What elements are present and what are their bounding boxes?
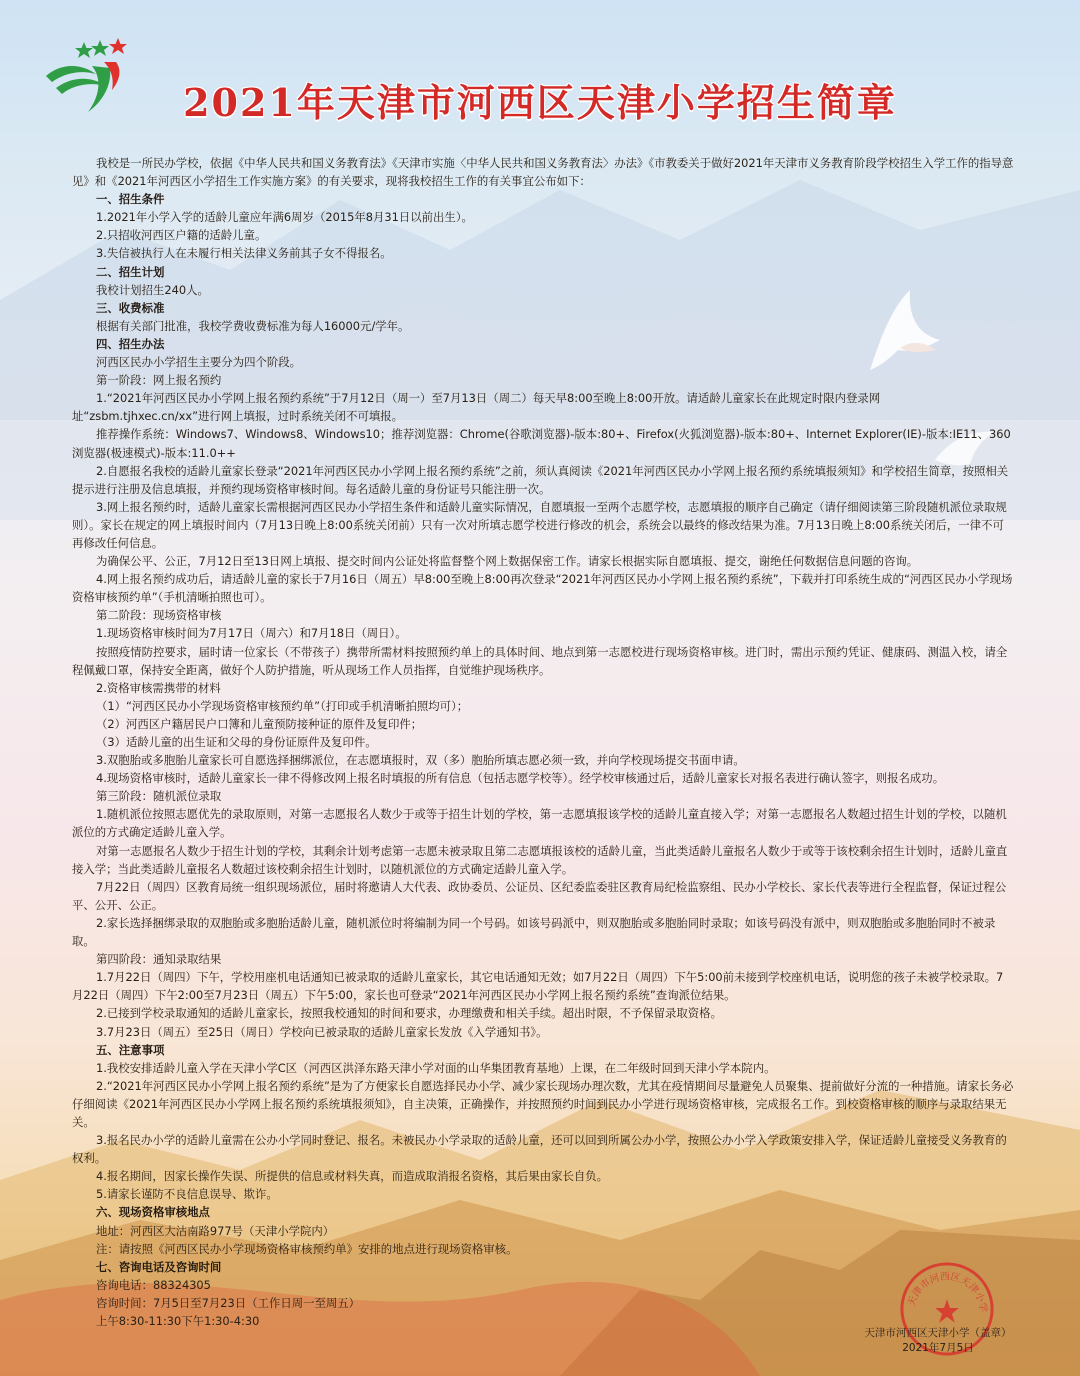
paragraph: 5.请家长谨防不良信息误导、欺诈。 (96, 1187, 278, 1202)
paragraph: 2.自愿报名我校的适龄儿童家长登录“2021年河西区民办小学网上报名预约系统”之前，须认真阅读《2021年河西区民办小学网上报名预约系统填报须知》和学校招生简章，按照相关提示进行注册及信息填报，并预约现场资格审核时间。每名适龄儿童的身份证号只能注册一次。 (72, 463, 1009, 496)
paragraph: 地址：河西区大沽南路977号（天津小学院内） (96, 1223, 335, 1238)
stage-heading: 第四阶段：通知录取结果 (96, 952, 222, 967)
paragraph: 2.只招收河西区户籍的适龄儿童。 (96, 228, 267, 243)
paragraph: 1.7月22日（周四）下午，学校用座机电话通知已被录取的适龄儿童家长，其它电话通知无效；如7月22日（周四）下午5:00前未接到学校座机电话，说明您的孩子未被学校录取。7月22日（周四）下午2:00至7月23日（周五）下午5:00，家长也可登录“2021年河西区民办小学网上报名预约系统”查询派位结果。 (72, 970, 1004, 1003)
paragraph: 3.失信被执行人在未履行相关法律义务前其子女不得报名。 (96, 246, 392, 261)
paragraph: （3）适龄儿童的出生证和父母的身份证原件及复印件。 (96, 735, 377, 749)
page-title: 2021年天津市河西区天津小学招生简章 (183, 80, 897, 125)
signature-org: 天津市河西区天津小学（盖章） (864, 1327, 1012, 1339)
signature-block (858, 1326, 1018, 1356)
paragraph: 河西区民办小学招生主要分为四个阶段。 (96, 355, 302, 370)
section-heading: 四、招生办法 (96, 336, 165, 351)
paragraph: 对第一志愿报名人数少于招生计划的学校，其剩余计划考虑第一志愿未被录取且第二志愿填报该校的适龄儿童，当此类适龄儿童报名人数少于或等于该校剩余招生计划时，适龄儿童直接入学；当此类适龄儿童报名人数超过该校剩余招生计划时，以随机派位的方式确定适龄儿童入学。 (72, 843, 1008, 876)
section-heading: 七、咨询电话及咨询时间 (96, 1259, 222, 1274)
section-heading: 六、现场资格审核地点 (96, 1205, 210, 1220)
paragraph: 3.报名民办小学的适龄儿童需在公办小学同时登记、报名。未被民办小学录取的适龄儿童，还可以回到所属公办小学，按照公办小学入学政策安排入学，保证适龄儿童接受义务教育的权利。 (72, 1133, 1007, 1166)
paragraph: 4.网上报名预约成功后，请适龄儿童的家长于7月16日（周五）早8:00至晚上8:00再次登录“2021年河西区民办小学网上报名预约系统”，下载并打印系统生成的“河西区民办小学现场资格审核预约单”（手机清晰拍照也可）。 (72, 572, 1013, 605)
section-heading: 二、招生计划 (96, 264, 165, 279)
paragraph: 注：请按照《河西区民办小学现场资格审核预约单》安排的地点进行现场资格审核。 (96, 1241, 518, 1256)
stage-heading: 第一阶段：网上报名预约 (96, 373, 222, 388)
signature-date: 2021年7月5日 (902, 1342, 974, 1354)
paragraph: 4.报名期间，因家长操作失误、所提供的信息或材料失真，而造成取消报名资格，其后果由家长自负。 (96, 1169, 609, 1184)
paragraph: 1.“2021年河西区民办小学网上报名预约系统”于7月12日（周一）至7月13日（周二）每天早8:00至晚上8:00开放。请适龄儿童家长在此规定时限内登录网址“zsbm.tjhxec.cn/xx”进行网上填报，过时系统关闭不可填报。 (72, 391, 881, 424)
paragraph: 3.7月23日（周五）至25日（周日）学校向已被录取的适龄儿童家长发放《入学通知书》。 (96, 1024, 548, 1039)
paragraph: 3.双胞胎或多胞胎儿童家长可自愿选择捆绑派位，在志愿填报时，双（多）胞胎所填志愿必须一致，并向学校现场提交书面申请。 (96, 753, 745, 768)
notice-body (72, 154, 1014, 1330)
section-heading: 三、收费标准 (96, 300, 165, 315)
paragraph: 2.“2021年河西区民办小学网上报名预约系统”是为了方便家长自愿选择民办小学、减少家长现场办理次数，尤其在疫情期间尽量避免人员聚集、提前做好分流的一种措施。请家长务必仔细阅读《2021年河西区民办小学网上报名预约系统填报须知》，自主决策，正确操作，并按照预约时间到民办小学进行现场资格审核，完成报名工作。到校资格审核的顺序与录取结果无关。 (72, 1078, 1014, 1129)
paragraph: 1.随机派位按照志愿优先的录取原则，对第一志愿报名人数少于或等于招生计划的学校，第一志愿填报该学校的适龄儿童直接入学；对第一志愿报名人数超过招生计划的学校，以随机派位的方式确定适龄儿童入学。 (72, 807, 1007, 840)
intro-paragraph: 我校是一所民办学校，依据《中华人民共和国义务教育法》《天津市实施〈中华人民共和国义务教育法〉办法》《市教委关于做好2021年天津市义务教育阶段学校招生入学工作的指导意见》和《2021年河西区小学招生工作实施方案》的有关要求，现将我校招生工作的有关事宜公布如下： (72, 156, 1014, 189)
paragraph: （1）“河西区民办小学现场资格审核预约单”（打印或手机清晰拍照均可）； (96, 698, 469, 713)
paragraph: 3.网上报名预约时，适龄儿童家长需根据河西区民办小学招生条件和适龄儿童实际情况，自愿填报一至两个志愿学校，志愿填报的顺序自己确定（请仔细阅读第三阶段随机派位录取规则）。家长在规定的网上填报时间内（7月13日晚上8:00系统关闭前）只有一次对所填志愿学校进行修改的机会，系统会以最终的修改结果为准。7月13日晚上8:00系统关闭后，一律不可再修改任何信息。 (72, 499, 1007, 550)
contact-time: 咨询时间：7月5日至7月23日（工作日周一至周五） (96, 1295, 361, 1310)
paragraph: 推荐操作系统：Windows7、Windows8、Windows10；推荐浏览器：Chrome(谷歌浏览器)-版本:80+、Firefox(火狐浏览器)-版本:80+、Internet Explorer(IE)-版本:IE11、360浏览器(极速模式)-版本:11.0++ (72, 427, 1011, 460)
paragraph: 为确保公平、公正，7月12日至13日网上填报、提交时间内公证处将监督整个网上数据保密工作。请家长根据实际自愿填报、提交，谢绝任何数据信息问题的咨询。 (96, 554, 919, 569)
paragraph: 1.2021年小学入学的适龄儿童应年满6周岁（2015年8月31日以前出生）。 (96, 210, 473, 225)
paragraph: 我校计划招生240人。 (96, 282, 209, 297)
paragraph: 4.现场资格审核时，适龄儿童家长一律不得修改网上报名时填报的所有信息（包括志愿学校等）。经学校审核通过后，适龄儿童家长对报名表进行确认签字，则报名成功。 (96, 771, 945, 786)
paragraph: （2）河西区户籍居民户口簿和儿童预防接种证的原件及复印件； (96, 716, 423, 731)
contact-phone: 咨询电话：88324305 (96, 1277, 211, 1292)
section-heading: 五、注意事项 (96, 1042, 165, 1057)
paragraph: 1.现场资格审核时间为7月17日（周六）和7月18日（周日）。 (96, 626, 407, 641)
paragraph: 2.资格审核需携带的材料 (96, 680, 221, 695)
stage-heading: 第二阶段：现场资格审核 (96, 608, 222, 623)
paragraph: 2.家长选择捆绑录取的双胞胎或多胞胎适龄儿童，随机派位时将编制为同一个号码。如该号码派中，则双胞胎或多胞胎同时录取；如该号码没有派中，则双胞胎或多胞胎同时不被录取。 (72, 915, 996, 949)
contact-hours: 上午8:30-11:30下午1:30-4:30 (96, 1314, 260, 1328)
svg-text:天津市河西区天津小学: 天津市河西区天津小学 (906, 1271, 989, 1314)
stage-heading: 第三阶段：随机派位录取 (96, 789, 222, 804)
paragraph: 按照疫情防控要求，届时请一位家长（不带孩子）携带所需材料按照预约单上的具体时间、地点到第一志愿校进行现场资格审核。进门时，需出示预约凭证、健康码、测温入校，请全程佩戴口罩，保持安全距离，做好个人防护措施，听从现场工作人员指挥，自觉维护现场秩序。 (72, 644, 1008, 677)
paragraph: 7月22日（周四）区教育局统一组织现场派位，届时将邀请人大代表、政协委员、公证员、区纪委监委驻区教育局纪检监察组、民办小学校长、家长代表等进行全程监督，保证过程公平、公开、公正。 (72, 879, 1007, 912)
section-heading: 一、招生条件 (96, 192, 165, 207)
paragraph: 根据有关部门批准，我校学费收费标准为每人16000元/学年。 (96, 318, 410, 333)
paragraph: 2.已接到学校录取通知的适龄儿童家长，按照我校通知的时间和要求，办理缴费和相关手续。超出时限，不予保留录取资格。 (96, 1006, 722, 1021)
paragraph: 1.我校安排适龄儿童入学在天津小学C区（河西区洪泽东路天津小学对面的山华集团教育基地）上课，在二年级时回到天津小学本院内。 (96, 1060, 776, 1075)
